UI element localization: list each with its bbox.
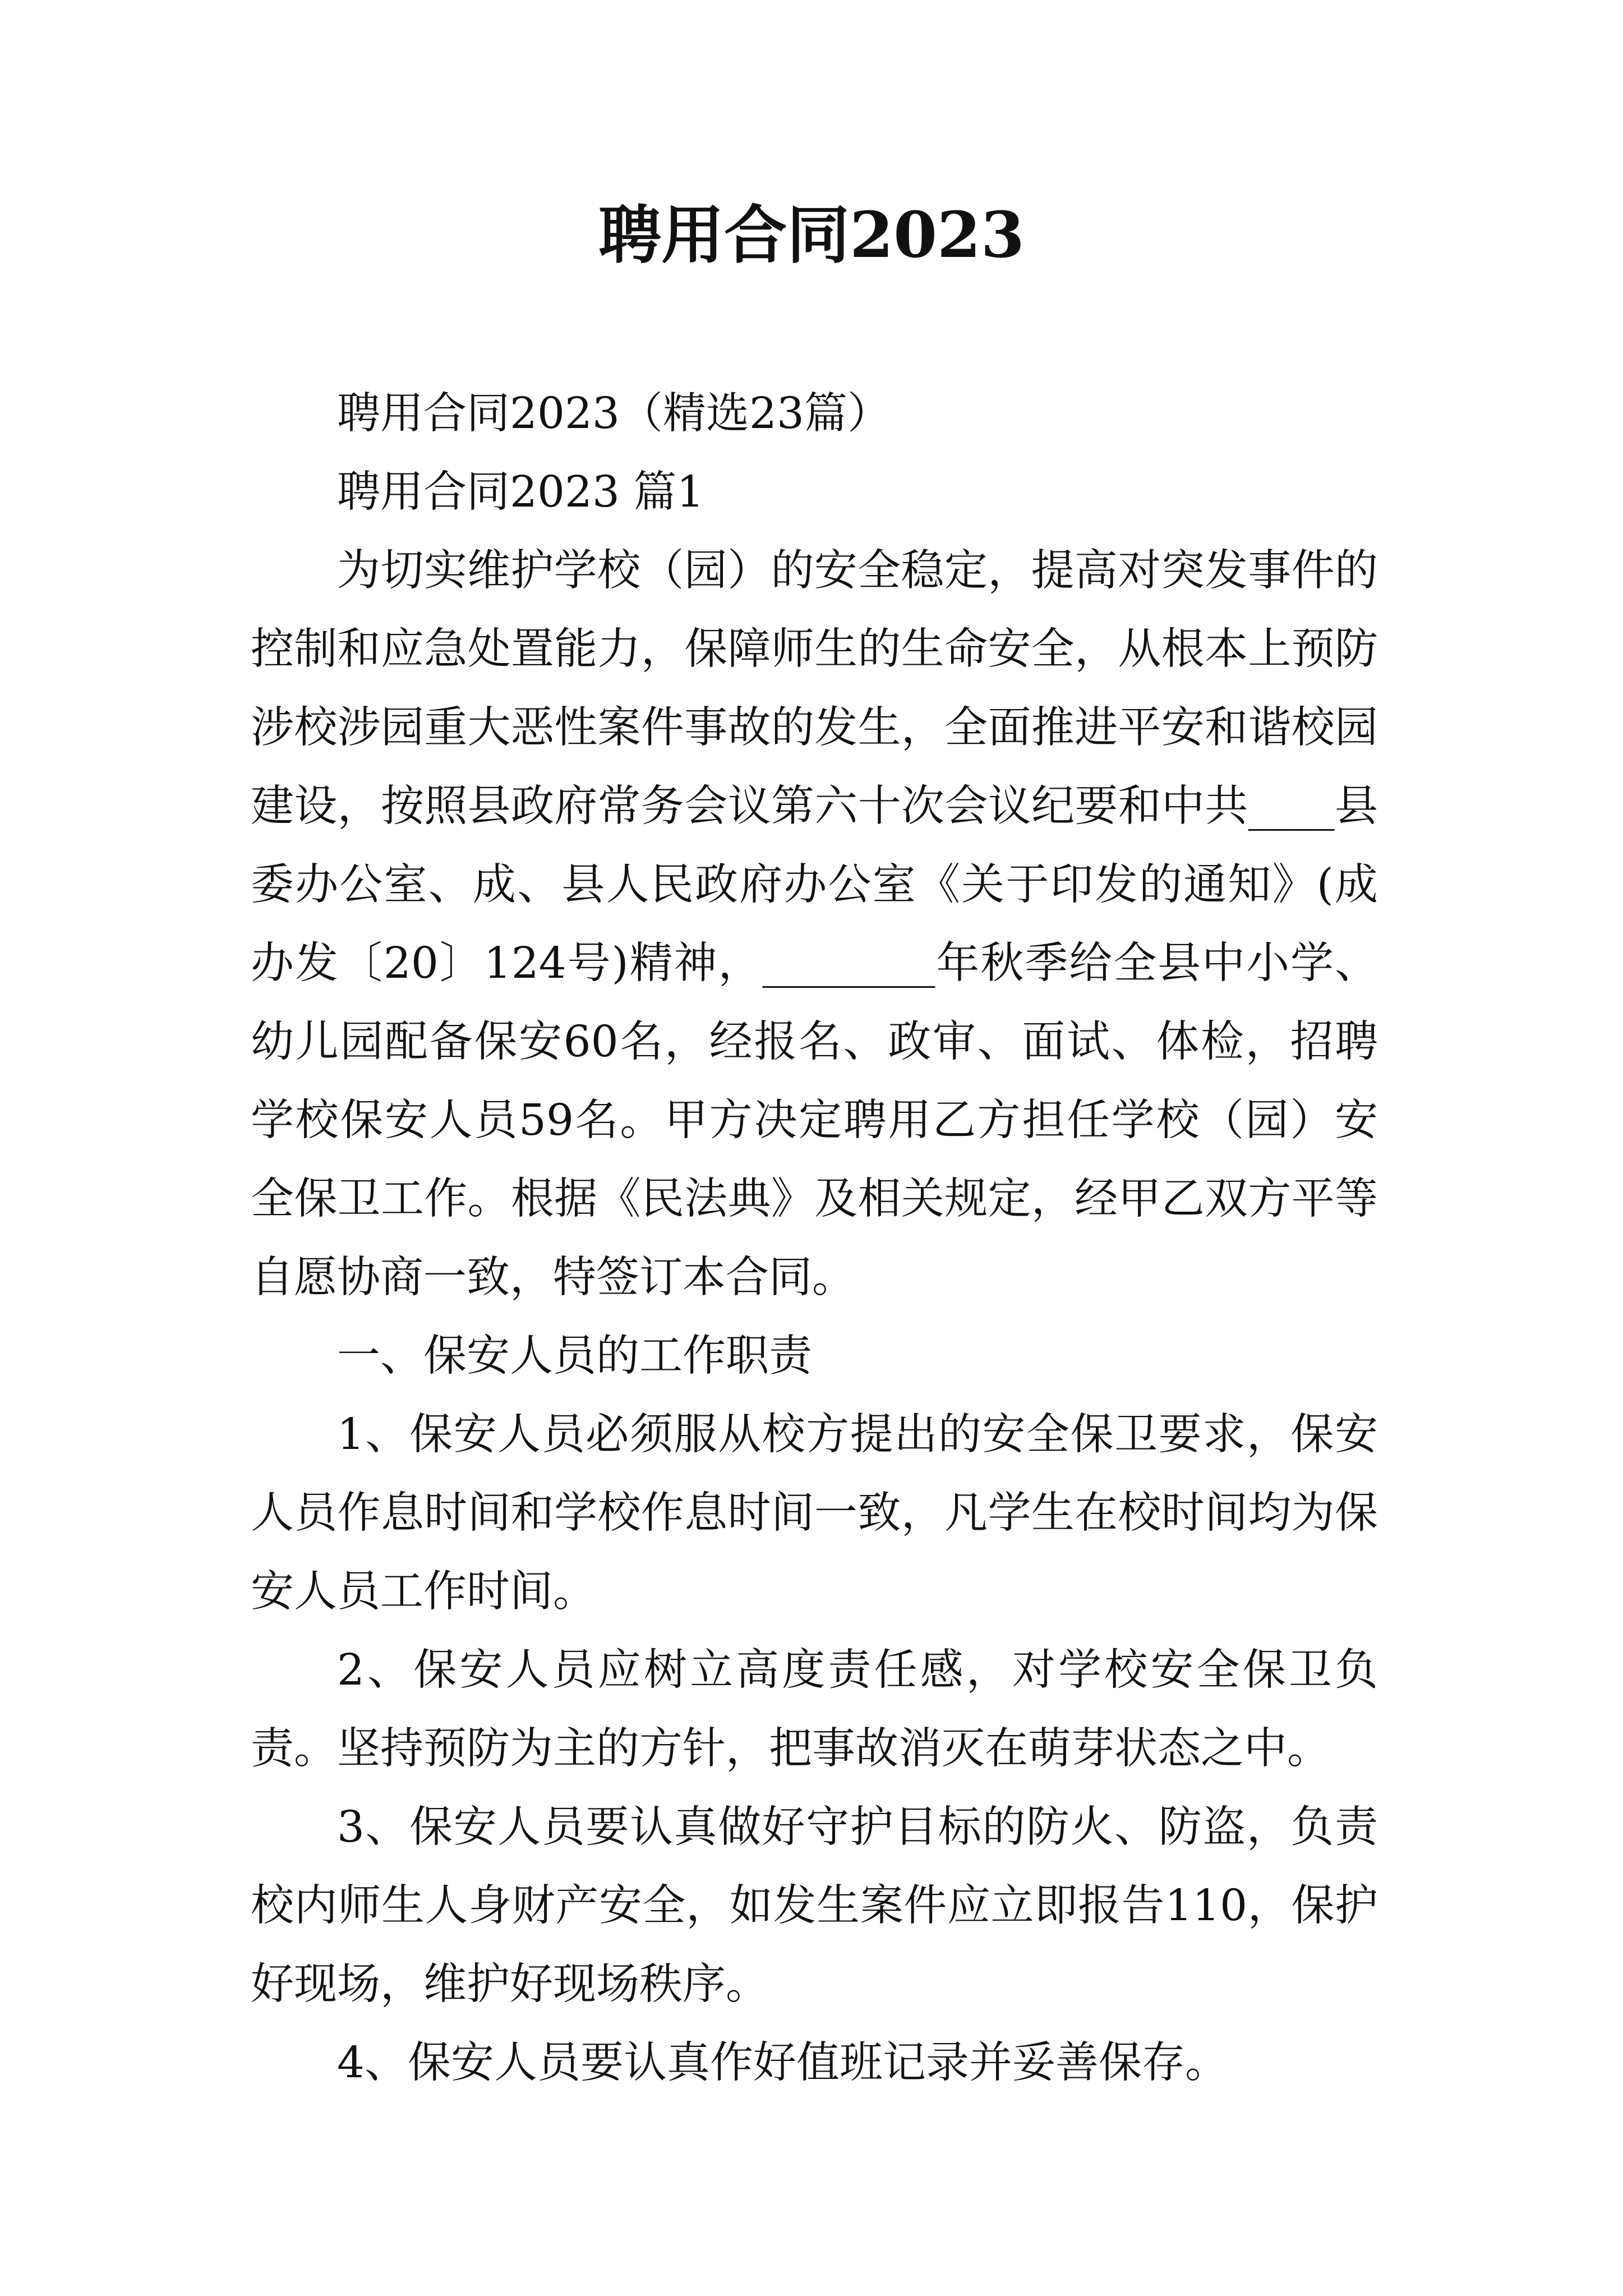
paragraph-duty-1: 1、保安人员必须服从校方提出的安全保卫要求，保安人员作息时间和学校作息时间一致，凡学生在校时间均为保安人员工作时间。 xyxy=(251,1410,1378,1617)
paragraph-duties-heading: 一、保安人员的工作职责 xyxy=(337,1331,812,1381)
paragraph-intro: 为切实维护学校（园）的安全稳定，提高对突发事件的控制和应急处置能力，保障师生的生命安全，从根本上预防涉校涉园重大恶性案件事故的发生，全面推进平安和谐校园建设，按照县政府常务会议第六十次会议纪要和中共____县委办公室、成、县人民政府办公室《关于印发的通知》(成办发〔20〕124号)精神，________年秋季给全县中小学、幼儿园配备保安60名，经报名、政审、面试、体检，招聘学校保安人员59名。甲方决定聘用乙方担任学校（园）安全保卫工作。根据《民法典》及相关规定，经甲乙双方平等自愿协商一致，特签订本合同。 xyxy=(251,546,1378,1303)
paragraph-duty-2: 2、保安人员应树立高度责任感，对学校安全保卫负责。坚持预防为主的方针，把事故消灭在萌芽状态之中。 xyxy=(251,1645,1378,1774)
paragraph-section-heading: 聘用合同2023 篇1 xyxy=(337,467,704,517)
document-title: 聘用合同2023 xyxy=(598,199,1025,272)
paragraph-subtitle: 聘用合同2023（精选23篇） xyxy=(337,389,891,439)
document-body xyxy=(251,375,1378,2102)
paragraph-duty-3: 3、保安人员要认真做好守护目标的防火、防盗，负责校内师生人身财产安全，如发生案件应立即报告110，保护好现场，维护好现场秩序。 xyxy=(251,1802,1378,2009)
paragraph-duty-4: 4、保安人员要认真作好值班记录并妥善保存。 xyxy=(337,2038,1228,2088)
